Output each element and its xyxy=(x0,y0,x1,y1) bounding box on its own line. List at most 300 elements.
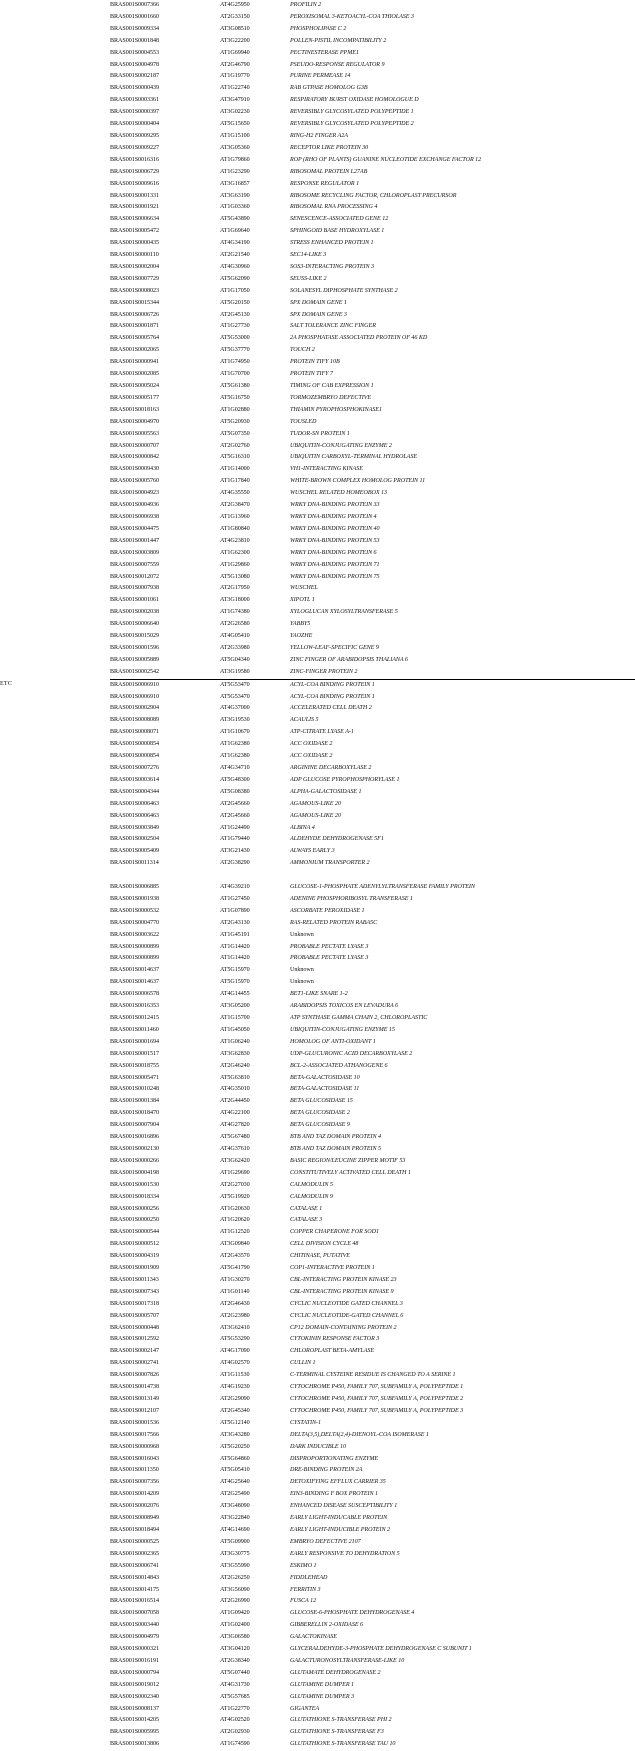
transcript-id-cell: BRAS001S0019012 xyxy=(110,1681,160,1688)
table-row xyxy=(0,799,635,811)
table-row xyxy=(0,727,635,739)
transcript-id-cell: BRAS001S0006741 xyxy=(110,1562,160,1569)
description-cell: UBIQUITIN CARBOXYL-TERMINAL HYDROLASE xyxy=(290,454,418,461)
transcript-id-cell: BRAS001S0001596 xyxy=(110,644,160,651)
transcript-id-cell: BRAS001S0014209 xyxy=(110,1491,160,1498)
table-row xyxy=(0,607,635,619)
group-cell xyxy=(0,476,110,488)
description-cell: ATP SYNTHASE GAMMA CHAIN 2, CHLOROPLASTIC xyxy=(290,1015,428,1022)
group-cell xyxy=(0,1418,110,1430)
group-cell xyxy=(0,1549,110,1561)
description-cell: GALACTOKINASE xyxy=(290,1634,337,1641)
table-row xyxy=(0,1120,635,1132)
transcript-id-cell: BRAS001S0004344 xyxy=(110,788,160,795)
transcript-id-cell: BRAS001S0016316 xyxy=(110,156,160,163)
group-cell xyxy=(0,1632,110,1644)
group-cell xyxy=(0,405,110,417)
transcript-id-cell: BRAS001S0000525 xyxy=(110,1538,160,1545)
description-cell: FERRITIN 3 xyxy=(290,1586,321,1593)
locus-id-cell: AT1G29860 xyxy=(220,561,250,568)
table-row xyxy=(0,36,635,48)
description-cell: ARABIDOPSIS TOXICOS EN LEVADURA 6 xyxy=(290,1003,399,1010)
locus-id-cell: AT5G16750 xyxy=(220,394,250,401)
table-row xyxy=(0,310,635,322)
locus-id-cell: AT1G27450 xyxy=(220,895,250,902)
group-cell xyxy=(0,1108,110,1120)
description-cell: EIN3-BINDING F BOX PROTEIN 1 xyxy=(290,1491,378,1498)
group-cell xyxy=(0,1692,110,1704)
table-row xyxy=(0,846,635,858)
description-cell: CYTOKININ RESPONSE FACTOR 3 xyxy=(290,1336,380,1343)
locus-id-cell: AT4G02520 xyxy=(220,1717,250,1724)
group-cell xyxy=(0,71,110,83)
table-row xyxy=(0,1001,635,1013)
description-cell: ACC OXIDASE 2 xyxy=(290,753,333,760)
locus-id-cell: AT1G02400 xyxy=(220,1622,250,1629)
locus-id-cell: AT2G26990 xyxy=(220,1598,250,1605)
transcript-id-cell xyxy=(110,870,220,882)
group-cell xyxy=(0,226,110,238)
transcript-id-cell: BRAS001S0000532 xyxy=(110,907,160,914)
locus-id-cell: AT1G07890 xyxy=(220,907,250,914)
transcript-id-cell: BRAS001S0004923 xyxy=(110,490,160,497)
description-cell: CYTOCHROME P450, FAMILY 707, SUBFAMILY A, POLYPEPTIDE 3 xyxy=(290,1407,464,1414)
description-cell: RESPIRATORY BURST OXIDASE HOMOLOGUE D xyxy=(290,97,419,104)
transcript-id-cell: BRAS001S0000854 xyxy=(110,753,160,760)
group-cell xyxy=(0,1323,110,1335)
table-row xyxy=(0,619,635,631)
locus-id-cell: AT4G34190 xyxy=(220,240,250,247)
group-cell xyxy=(0,345,110,357)
description-cell: RIBOSOMAL RNA PROCESSING 4 xyxy=(290,204,378,211)
table-row xyxy=(0,1715,635,1727)
group-cell xyxy=(0,989,110,1001)
table-row xyxy=(0,953,635,965)
description-cell: CYSTATIN-1 xyxy=(290,1419,321,1426)
group-cell xyxy=(0,763,110,775)
locus-id-cell: AT2G45130 xyxy=(220,311,250,318)
locus-id-cell: AT4G22100 xyxy=(220,1110,250,1117)
transcript-id-cell: BRAS001S0005707 xyxy=(110,1312,160,1319)
transcript-id-cell: BRAS001S0002741 xyxy=(110,1360,160,1367)
transcript-id-cell: BRAS001S0002542 xyxy=(110,668,160,675)
group-cell xyxy=(0,595,110,607)
locus-id-cell: AT2G02760 xyxy=(220,442,250,449)
table-row xyxy=(0,1346,635,1358)
locus-id-cell: AT1G14420 xyxy=(220,943,250,950)
table-row xyxy=(0,1239,635,1251)
locus-id-cell: AT1G17050 xyxy=(220,287,250,294)
group-cell xyxy=(0,1489,110,1501)
group-cell xyxy=(0,1334,110,1346)
table-row xyxy=(0,1680,635,1692)
group-cell xyxy=(0,167,110,179)
locus-id-cell: AT3G18000 xyxy=(220,597,250,604)
description-cell: SENESCENCE-ASSOCIATED GENE 12 xyxy=(290,216,389,223)
description-cell: ENHANCED DISEASE SUSCEPTIBILITY 1 xyxy=(290,1503,398,1510)
locus-id-cell: AT3G30775 xyxy=(220,1550,250,1557)
transcript-id-cell: BRAS001S0000842 xyxy=(110,454,160,461)
description-cell: GLUCOSE-1-PHOSPHATE ADENYLYLTRANSFERASE FAMILY PROTEIN xyxy=(290,884,475,891)
table-row xyxy=(0,1251,635,1263)
group-cell xyxy=(0,1704,110,1716)
description-cell xyxy=(290,870,635,882)
locus-id-cell: AT3G22200 xyxy=(220,37,250,44)
group-cell xyxy=(0,655,110,667)
group-cell xyxy=(0,930,110,942)
table-row xyxy=(0,1465,635,1477)
table-row xyxy=(0,894,635,906)
table-row xyxy=(0,1501,635,1513)
description-cell: TORMOZEMBRYO DEFECTIVE xyxy=(290,394,372,401)
table-row xyxy=(0,572,635,584)
group-cell xyxy=(0,1656,110,1668)
group-cell xyxy=(0,1001,110,1013)
locus-id-cell: AT1G15100 xyxy=(220,132,250,139)
table-row xyxy=(0,1334,635,1346)
locus-id-cell: AT4G25640 xyxy=(220,1479,250,1486)
transcript-id-cell: BRAS001S0001384 xyxy=(110,1098,160,1105)
description-cell: PURINE PERMEASE 14 xyxy=(290,73,351,80)
table-row xyxy=(0,655,635,667)
transcript-id-cell: BRAS001S0008137 xyxy=(110,1705,160,1712)
description-cell: CALMODULIN 9 xyxy=(290,1193,333,1200)
description-cell: FUSCA 12 xyxy=(290,1598,317,1605)
description-cell: TOUCH 2 xyxy=(290,347,315,354)
group-cell xyxy=(0,560,110,572)
group-cell xyxy=(0,107,110,119)
table-row xyxy=(0,202,635,214)
table-row xyxy=(0,441,635,453)
description-cell: 2A PHOSPHATASE ASSOCIATED PROTEIN OF 46 KD xyxy=(290,335,428,342)
locus-id-cell: AT1G69940 xyxy=(220,49,250,56)
transcript-id-cell: BRAS001S0000256 xyxy=(110,1205,160,1212)
description-cell: DRE-BINDING PROTEIN 2A xyxy=(290,1467,363,1474)
group-cell xyxy=(0,942,110,954)
locus-id-cell: AT5G15970 xyxy=(220,979,250,986)
transcript-id-cell: BRAS001S0002147 xyxy=(110,1348,160,1355)
transcript-id-cell: BRAS001S0004198 xyxy=(110,1169,160,1176)
description-cell: PSEUDO-RESPONSE REGULATOR 9 xyxy=(290,61,385,68)
group-cell xyxy=(0,1311,110,1323)
transcript-id-cell: BRAS001S0006640 xyxy=(110,621,160,628)
table-row xyxy=(0,214,635,226)
locus-id-cell: AT1G14420 xyxy=(220,955,250,962)
locus-id-cell: AT5G20150 xyxy=(220,299,250,306)
transcript-id-cell: BRAS001S0001921 xyxy=(110,204,160,211)
transcript-id-cell: BRAS001S0006634 xyxy=(110,216,160,223)
description-cell: WRKY DNA-BINDING PROTEIN 53 xyxy=(290,537,380,544)
description-cell: REVERSIBLY GLYCOSYLATED POLYPEPTIDE 1 xyxy=(290,109,414,116)
description-cell: SPX DOMAIN GENE 3 xyxy=(290,311,347,318)
transcript-id-cell: BRAS001S0005409 xyxy=(110,848,160,855)
transcript-id-cell: BRAS001S0002076 xyxy=(110,1503,160,1510)
group-cell xyxy=(0,500,110,512)
locus-id-cell: AT1G11530 xyxy=(220,1372,250,1379)
transcript-id-cell: BRAS001S0001660 xyxy=(110,13,160,20)
transcript-id-cell: BRAS001S0001536 xyxy=(110,1419,160,1426)
description-cell: CYCLIC NUCLEOTIDE-GATED CHANNEL 6 xyxy=(290,1312,404,1319)
group-cell xyxy=(0,191,110,203)
group-cell xyxy=(0,1680,110,1692)
transcript-id-cell: BRAS001S0006726 xyxy=(110,311,160,318)
locus-id-cell: AT3G62830 xyxy=(220,1050,250,1057)
transcript-id-cell: BRAS001S0003849 xyxy=(110,824,160,831)
group-cell xyxy=(0,823,110,835)
table-row xyxy=(0,1192,635,1204)
locus-id-cell: AT1G22770 xyxy=(220,1705,250,1712)
transcript-id-cell: BRAS001S0008071 xyxy=(110,729,160,736)
transcript-id-cell: BRAS001S0006729 xyxy=(110,168,160,175)
table-row xyxy=(0,583,635,595)
description-cell: BTB AND TAZ DOMAIN PROTEIN 4 xyxy=(290,1134,381,1141)
locus-id-cell: AT3G19530 xyxy=(220,717,250,724)
description-cell: CELL DIVISION CYCLE 48 xyxy=(290,1241,359,1248)
locus-id-cell: AT5G43890 xyxy=(220,216,250,223)
group-cell xyxy=(0,393,110,405)
group-cell xyxy=(0,286,110,298)
group-cell xyxy=(0,238,110,250)
table-row xyxy=(0,226,635,238)
transcript-id-cell: BRAS001S0002365 xyxy=(110,1550,160,1557)
table-row xyxy=(0,405,635,417)
locus-id-cell: AT5G62090 xyxy=(220,275,250,282)
locus-id-cell: AT5G53470 xyxy=(220,679,290,691)
locus-id-cell: AT1G02880 xyxy=(220,406,250,413)
table-row xyxy=(0,24,635,36)
description-cell: Unknown xyxy=(290,931,314,938)
table-row xyxy=(0,1656,635,1668)
group-cell xyxy=(0,775,110,787)
locus-id-cell: AT3G55990 xyxy=(220,1562,250,1569)
locus-id-cell: AT1G03360 xyxy=(220,204,250,211)
description-cell: REVERSIBLY GLYCOSYLATED POLYPEPTIDE 2 xyxy=(290,121,414,128)
transcript-id-cell: BRAS001S0002038 xyxy=(110,609,160,616)
table-row xyxy=(0,882,635,894)
description-cell: CHITINASE, PUTATIVE xyxy=(290,1253,350,1260)
table-row xyxy=(0,298,635,310)
table-row xyxy=(0,1025,635,1037)
group-cell xyxy=(0,1132,110,1144)
description-cell: BCL-2-ASSOCIATED ATHANOGENE 6 xyxy=(290,1062,388,1069)
group-cell xyxy=(0,131,110,143)
table-row xyxy=(0,1132,635,1144)
locus-id-cell: AT4G37000 xyxy=(220,705,250,712)
description-cell: CATALASE 1 xyxy=(290,1205,323,1212)
table-row xyxy=(0,1073,635,1085)
table-row xyxy=(0,143,635,155)
table-row xyxy=(0,476,635,488)
table-row xyxy=(0,60,635,72)
description-cell: ACC OXIDASE 2 xyxy=(290,741,333,748)
table-row xyxy=(0,1585,635,1597)
group-cell xyxy=(0,739,110,751)
description-cell: GALACTURONOSYLTRANSFERASE-LIKE 10 xyxy=(290,1657,405,1664)
transcript-id-cell: BRAS001S0000899 xyxy=(110,955,160,962)
group-cell xyxy=(0,1382,110,1394)
description-cell: ACAULIS 5 xyxy=(290,717,319,724)
group-cell xyxy=(0,417,110,429)
description-cell: BET1-LIKE SNARE 1-2 xyxy=(290,991,348,998)
description-cell: CATALASE 3 xyxy=(290,1217,323,1224)
transcript-id-cell: BRAS001S0012592 xyxy=(110,1336,160,1343)
description-cell: WRKY DNA-BINDING PROTEIN 4 xyxy=(290,513,377,520)
transcript-id-cell: BRAS001S0009295 xyxy=(110,132,160,139)
locus-id-cell: AT4G14455 xyxy=(220,991,250,998)
group-cell xyxy=(0,1454,110,1466)
description-cell: SEUSS-LIKE 2 xyxy=(290,275,327,282)
table-row xyxy=(0,1727,635,1739)
transcript-id-cell: BRAS001S0011350 xyxy=(110,1467,159,1474)
locus-id-cell: AT2G46430 xyxy=(220,1300,250,1307)
group-cell xyxy=(0,953,110,965)
locus-id-cell: AT3G62410 xyxy=(220,1324,250,1331)
description-cell: ESKIMO 1 xyxy=(290,1562,317,1569)
description-cell: CYCLIC NUCLEOTIDE GATED CHANNEL 3 xyxy=(290,1300,403,1307)
description-cell: EARLY RESPONSIVE TO DEHYDRATION 5 xyxy=(290,1550,400,1557)
table-row xyxy=(0,1477,635,1489)
locus-id-cell: AT5G05410 xyxy=(220,1467,250,1474)
transcript-id-cell: BRAS001S0004770 xyxy=(110,919,160,926)
transcript-id-cell: BRAS001S0000435 xyxy=(110,240,160,247)
locus-id-cell: AT1G20630 xyxy=(220,1205,250,1212)
description-cell: SALT TOLERANCE ZINC FINGER xyxy=(290,323,376,330)
transcript-id-cell: BRAS001S0011343 xyxy=(110,1276,159,1283)
locus-id-cell: AT5G12140 xyxy=(220,1419,250,1426)
table-row xyxy=(0,823,635,835)
table-row xyxy=(0,595,635,607)
locus-id-cell: AT1G22740 xyxy=(220,85,250,92)
locus-id-cell: AT5G20250 xyxy=(220,1443,250,1450)
locus-id-cell: AT5G63810 xyxy=(220,1074,250,1081)
transcript-id-cell: BRAS001S0009616 xyxy=(110,180,160,187)
transcript-id-cell: BRAS001S0007058 xyxy=(110,1610,160,1617)
locus-id-cell: AT2G38290 xyxy=(220,860,250,867)
locus-id-cell: AT5G09900 xyxy=(220,1538,250,1545)
locus-id-cell: AT1G13960 xyxy=(220,513,250,520)
description-cell: YABBY5 xyxy=(290,621,311,628)
locus-id-cell: AT2G29090 xyxy=(220,1396,250,1403)
description-cell: PROTEIN TIFY 7 xyxy=(290,371,333,378)
transcript-id-cell: BRAS001S0012107 xyxy=(110,1407,160,1414)
table-row xyxy=(0,834,635,846)
table-row xyxy=(0,1061,635,1073)
locus-id-cell: AT3G62420 xyxy=(220,1157,250,1164)
locus-id-cell: AT5G53470 xyxy=(220,693,250,700)
group-cell xyxy=(0,262,110,274)
locus-id-cell: AT5G13080 xyxy=(220,573,250,580)
locus-id-cell: AT3G47910 xyxy=(220,97,250,104)
transcript-id-cell: BRAS001S0016514 xyxy=(110,1598,160,1605)
transcript-id-cell: BRAS001S0014205 xyxy=(110,1717,160,1724)
transcript-id-cell: BRAS001S0002130 xyxy=(110,1145,160,1152)
table-row xyxy=(0,71,635,83)
group-cell xyxy=(0,1073,110,1085)
description-cell: CBL-INTERACTING PROTEIN KINASE 9 xyxy=(290,1288,394,1295)
group-cell xyxy=(0,1346,110,1358)
description-cell: ALBINA 4 xyxy=(290,824,315,831)
locus-id-cell: AT2G45660 xyxy=(220,800,250,807)
description-cell: GLUTATHIONE S-TRANSFERASE F3 xyxy=(290,1729,384,1736)
locus-id-cell: AT1G27730 xyxy=(220,323,250,330)
transcript-id-cell: BRAS001S0007559 xyxy=(110,561,160,568)
table-row xyxy=(0,1227,635,1239)
table-row xyxy=(0,179,635,191)
locus-id-cell: AT1G01140 xyxy=(220,1288,250,1295)
transcript-id-cell: BRAS001S0001694 xyxy=(110,1038,160,1045)
locus-id-cell: AT5G67480 xyxy=(220,1134,250,1141)
transcript-id-cell: BRAS001S0005995 xyxy=(110,1729,160,1736)
table-row xyxy=(0,739,635,751)
table-row xyxy=(0,167,635,179)
transcript-id-cell: BRAS001S0007904 xyxy=(110,1122,160,1129)
table-row xyxy=(0,1323,635,1335)
group-cell xyxy=(0,965,110,977)
group-cell xyxy=(0,48,110,60)
group-cell xyxy=(0,1263,110,1275)
group-cell xyxy=(0,811,110,823)
group-cell xyxy=(0,24,110,36)
description-cell: BETA-GALACTOSIDASE 11 xyxy=(290,1086,360,1093)
locus-id-cell: AT1G30270 xyxy=(220,1276,250,1283)
transcript-id-cell: BRAS001S0000707 xyxy=(110,442,160,449)
group-cell xyxy=(0,452,110,464)
transcript-id-cell: BRAS001S0005024 xyxy=(110,383,160,389)
description-cell: DISPROPORTIONATING ENZYME xyxy=(290,1455,379,1462)
description-cell: HOMOLOG OF ANTI-OXIDANT 1 xyxy=(290,1038,376,1045)
group-cell xyxy=(0,1204,110,1216)
group-cell xyxy=(0,441,110,453)
locus-id-cell: AT1G79860 xyxy=(220,156,250,163)
group-cell xyxy=(0,643,110,655)
locus-id-cell: AT5G07350 xyxy=(220,430,250,437)
transcript-id-cell: BRAS001S0000854 xyxy=(110,741,160,748)
description-cell: ALDEHYDE DEHYDROGENASE 5F1 xyxy=(290,836,384,843)
description-cell: DETOXIFYING EFFLUX CARRIER 35 xyxy=(290,1479,386,1486)
transcript-id-cell: BRAS001S0005764 xyxy=(110,335,160,342)
description-cell: CALMODULIN 5 xyxy=(290,1181,333,1188)
description-cell: PROBABLE PECTATE LYASE 3 xyxy=(290,955,369,962)
table-row xyxy=(0,787,635,799)
group-cell xyxy=(0,787,110,799)
table-row xyxy=(0,452,635,464)
description-cell: WRKY DNA-BINDING PROTEIN 33 xyxy=(290,502,380,509)
group-cell xyxy=(0,488,110,500)
locus-id-cell: AT1G17840 xyxy=(220,478,250,485)
description-cell: EARLY LIGHT-INDUCIBLE PROTEIN 2 xyxy=(290,1526,390,1533)
transcript-id-cell: BRAS001S0007356 xyxy=(110,1479,160,1486)
description-cell: SEC14-LIKE 3 xyxy=(290,252,327,259)
transcript-id-cell: BRAS001S0011314 xyxy=(110,860,159,867)
table-row xyxy=(0,548,635,560)
locus-id-cell: AT2G45660 xyxy=(220,812,250,819)
table-row xyxy=(0,1513,635,1525)
description-cell: Unknown xyxy=(290,967,314,974)
transcript-id-cell: BRAS001S0002504 xyxy=(110,836,160,843)
group-cell xyxy=(0,250,110,262)
group-cell xyxy=(0,1168,110,1180)
table-row xyxy=(0,1049,635,1061)
transcript-id-cell: BRAS001S0012072 xyxy=(110,573,160,580)
locus-id-cell: AT1G62300 xyxy=(220,549,250,556)
table-row xyxy=(0,930,635,942)
transcript-id-cell: BRAS001S0000266 xyxy=(110,1157,160,1164)
table-row xyxy=(0,643,635,655)
table-row xyxy=(0,417,635,429)
description-cell: POLLEN-PISTIL INCOMPATIBILITY 2 xyxy=(290,37,387,44)
transcript-id-cell: BRAS001S0000110 xyxy=(110,252,159,259)
transcript-id-cell: BRAS001S0005472 xyxy=(110,228,160,235)
